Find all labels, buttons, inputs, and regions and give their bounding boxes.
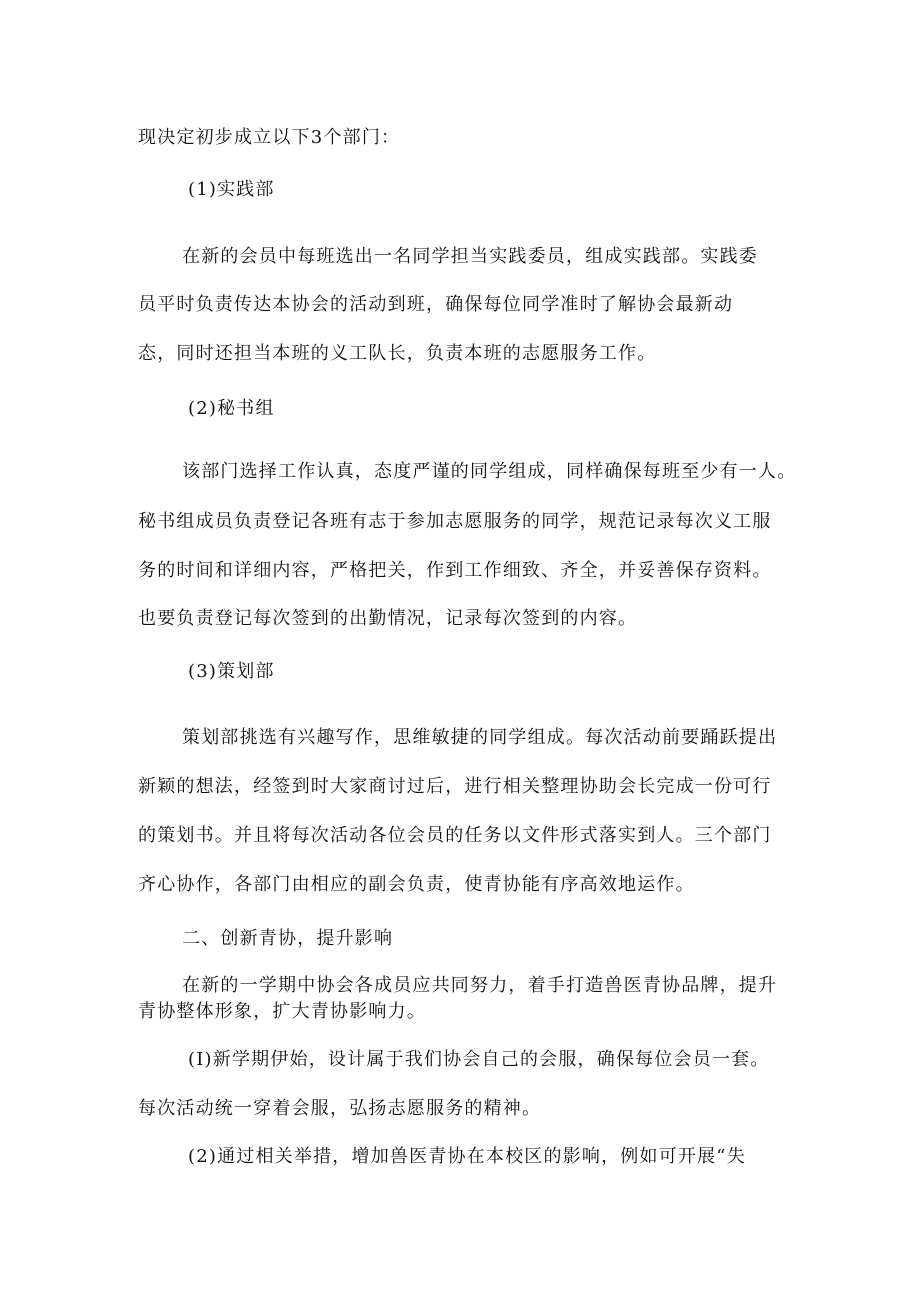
item1-line: (I)新学期伊始，设计属于我们协会自己的会服，确保每位会员一套。 <box>188 1049 770 1070</box>
dept2-line: 该部门选择工作认真，态度严谨的同学组成，同样确保每班至少有一人。 <box>182 461 797 482</box>
section2-line: 青协整体形象，扩大青协影响力。 <box>138 1001 426 1022</box>
dept1-line: 员平时负责传达本协会的活动到班，确保每位同学准时了解协会最新动 <box>138 294 734 315</box>
dept2-heading: (2)秘书组 <box>188 398 275 419</box>
section2-line: 在新的一学期中协会各成员应共同努力，着手打造兽医青协品牌，提升 <box>182 975 778 996</box>
section2-heading: 二、创新青协，提升影响 <box>182 928 394 949</box>
dept2-line: 秘书组成员负责登记各班有志于参加志愿服务的同学，规范记录每次义工服 <box>138 511 772 532</box>
dept3-line: 的策划书。并且将每次活动各位会员的任务以文件形式落实到人。三个部门 <box>138 825 772 846</box>
dept2-line: 务的时间和详细内容，严格把关，作到工作细致、齐全，并妥善保存资料。 <box>138 560 772 581</box>
dept2-line: 也要负责登记每次签到的出勤情况，记录每次签到的内容。 <box>138 608 638 629</box>
intro-text: 现决定初步成立以下3个部门： <box>138 127 401 148</box>
dept1-heading: (1)实践部 <box>188 179 275 200</box>
dept3-line: 新颖的想法，经签到时大家商讨过后，进行相关整理协助会长完成一份可行 <box>138 776 772 797</box>
dept1-line: 态，同时还担当本班的义工队长，负责本班的志愿服务工作。 <box>138 343 657 364</box>
item1-line: 每次活动统一穿着会服，弘扬志愿服务的精神。 <box>138 1098 542 1119</box>
dept3-line: 策划部挑选有兴趣写作，思维敏捷的同学组成。每次活动前要踊跃提出 <box>182 727 778 748</box>
dept3-line: 齐心协作，各部门由相应的副会负责，使青协能有序高效地运作。 <box>138 874 695 895</box>
dept1-line: 在新的会员中每班选出一名同学担当实践委员，组成实践部。实践委 <box>182 246 758 267</box>
item2-line: (2)通过相关举措，增加兽医青协在本校区的影响，例如可开展“失 <box>188 1146 746 1167</box>
dept3-heading: (3)策划部 <box>188 661 275 682</box>
